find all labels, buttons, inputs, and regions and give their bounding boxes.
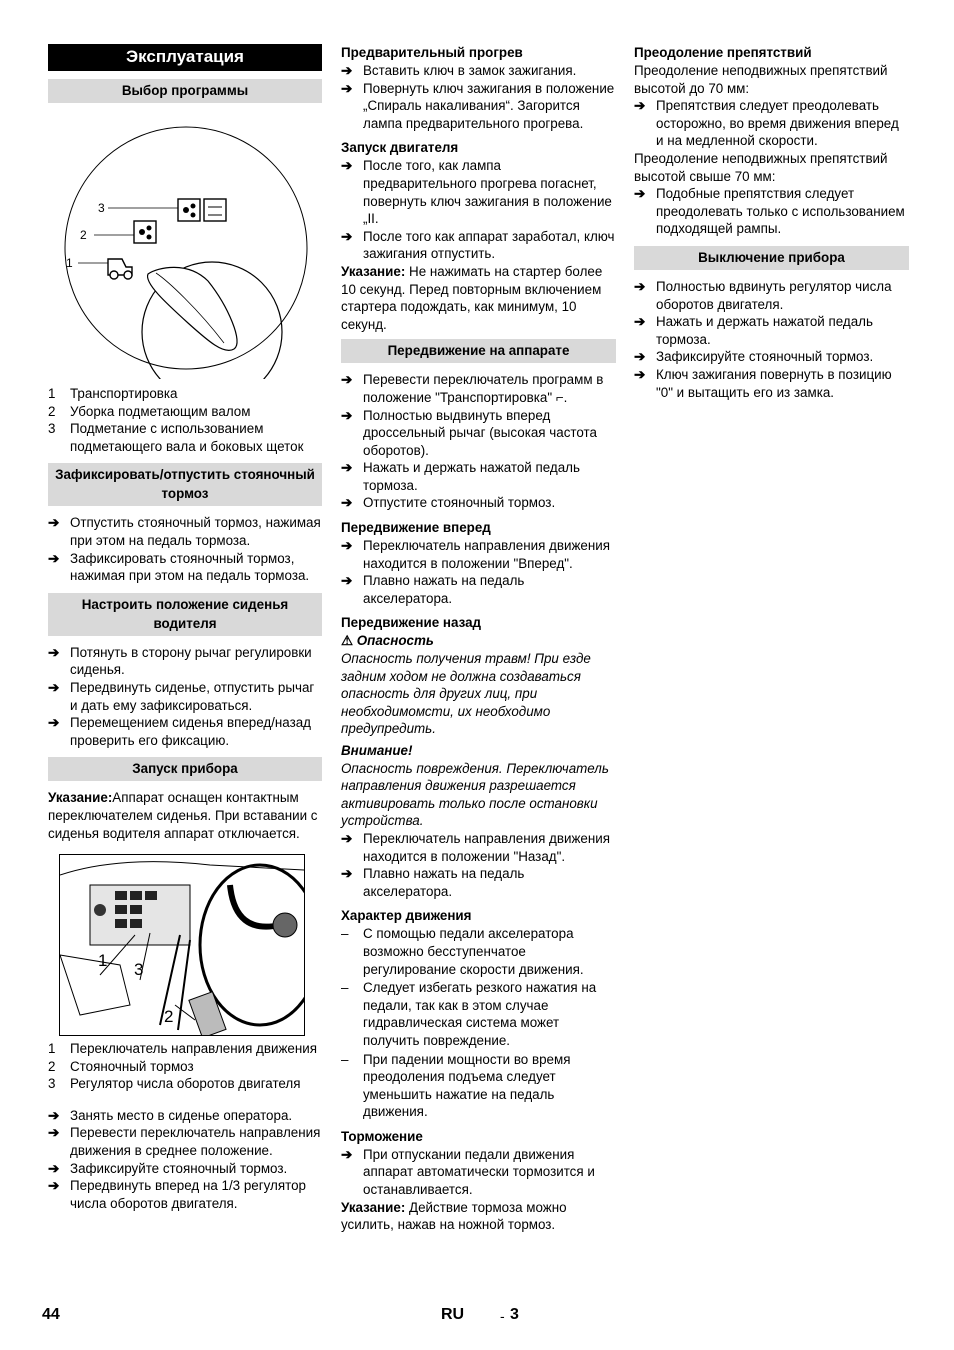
list-item: ➔ Перевести переключатель программ в положение "Транспортировка" ⌐. [341, 372, 604, 405]
arrow-icon: ➔ [48, 644, 60, 660]
list-item: ➔ Занять место в сиденье оператора. [48, 1107, 293, 1123]
side-brush-icon [204, 199, 226, 221]
fig1-label-2: 2 [80, 228, 87, 242]
list-item: ➔ Нажать и держать нажатой педаль тормоза. [634, 314, 873, 347]
list-item: 2 Уборка подметающим валом [48, 403, 251, 419]
arrow-icon: ➔ [634, 366, 646, 382]
arrow-icon: ➔ [341, 866, 353, 882]
list-item: – С помощью педали акселератора возможно бесступенчатое регулирование скорости движения. [341, 926, 584, 977]
arrow-icon: ➔ [48, 715, 60, 731]
section-switch-off: Выключение прибора [634, 246, 909, 270]
list-item: ➔ Передвинуть сиденье, отпустить рычаг и дать ему зафиксироваться. [48, 679, 315, 713]
section-driving: Передвижение на аппарате [341, 339, 616, 363]
list-item: ➔ Переключатель направления движения находится в положении "Вперед". [341, 538, 611, 571]
subheading-preheat: Предварительный прогрев [341, 45, 523, 60]
fig1-label-3: 3 [98, 201, 105, 215]
obstacles-p1: Преодоление неподвижных препятствий высотой до 70 мм: [634, 63, 888, 96]
arrow-icon: ➔ [634, 349, 646, 365]
subheading-engine-start: Запуск двигателя [341, 140, 459, 156]
list-item: ➔ Зафиксируйте стояночный тормоз. [48, 1160, 288, 1176]
arrow-icon: ➔ [341, 573, 353, 589]
arrow-icon: ➔ [48, 1178, 60, 1194]
list-item: ➔ Вставить ключ в замок зажигания. [341, 63, 577, 78]
list-item: ➔ Препятствия следует преодолевать осторожно, во время движения вперед и на медленной скорости. [634, 98, 899, 149]
cockpit-photo [59, 854, 305, 1036]
arrow-icon: ➔ [341, 538, 353, 554]
start-note: Указание:Аппарат оснащен контактным переключателем сиденья. При вставании с сиденья водителя аппарат отключается. [48, 790, 318, 841]
arrow-icon: ➔ [48, 515, 60, 531]
arrow-icon: ➔ [634, 314, 646, 330]
section-start: Запуск прибора [48, 757, 322, 781]
program-dial-illustration [48, 111, 322, 379]
arrow-icon: ➔ [341, 80, 353, 96]
arrow-icon: ➔ [341, 1146, 353, 1162]
program-selector-figure [48, 111, 322, 379]
list-item: ➔ После того, как лампа предварительного прогрева погаснет, повернуть ключ зажигания в положение „II. [341, 158, 612, 227]
list-item: – При падении мощности во время преодоления подъема следует уменьшить нажатие на педаль движения. [341, 1051, 571, 1120]
footer-separator: - [500, 1308, 505, 1324]
list-item: ➔ Полностью выдвинуть вперед дроссельный рычаг (высокая частота оборотов). [341, 407, 597, 458]
cockpit-illustration [60, 855, 304, 1035]
fig1-label-1: 1 [66, 256, 73, 270]
arrow-icon: ➔ [634, 98, 646, 114]
danger-label: ⚠ Опасность [341, 633, 434, 649]
fig2-label-2: 2 [164, 1007, 174, 1027]
caution-label: Внимание! [341, 743, 413, 758]
section-seat-adjust: Настроить положение сиденья водителя [48, 593, 322, 636]
list-item: ➔ Переключатель направления движения находится в положении "Назад". [341, 830, 611, 864]
list-item: ➔ Повернуть ключ зажигания в положение „Спираль накаливания“. Загорится лампа предварительного прогрева. [341, 80, 615, 131]
list-item: 3 Подметание с использованием подметающего вала и боковых щеток [48, 421, 304, 454]
arrow-icon: ➔ [634, 186, 646, 202]
list-item: 3 Регулятор числа оборотов двигателя [48, 1076, 301, 1092]
list-item: ➔ Плавно нажать на педаль акселератора. [341, 866, 525, 899]
list-item: – Следует избегать резкого нажатия на педали, так как в этом случае гидравлическая система может получить повреждение. [341, 980, 597, 1048]
language-code: RU [441, 1306, 465, 1323]
transport-icon [108, 259, 132, 279]
column-3 [634, 44, 909, 401]
list-item: ➔ Перемещением сиденья вперед/назад проверить его фиксацию. [48, 715, 311, 748]
list-item: ➔ Отпустить стояночный тормоз, нажимая при этом на педаль тормоза. [48, 515, 321, 548]
list-item: ➔ Перевести переключатель направления движения в среднее положение. [48, 1125, 321, 1159]
fig2-label-3: 3 [134, 960, 144, 980]
arrow-icon: ➔ [341, 158, 353, 174]
page-number: 44 [42, 1306, 60, 1323]
arrow-icon: ➔ [48, 1107, 60, 1123]
list-item: ➔ Плавно нажать на педаль акселератора. [341, 573, 525, 606]
list-item: ➔ После того как аппарат заработал, ключ зажигания отпустить. [341, 228, 615, 262]
list-item: 2 Стояночный тормоз [48, 1058, 194, 1074]
list-item: ➔ Зафиксируйте стояночный тормоз. [634, 349, 874, 365]
obstacles-p2: Преодоление неподвижных препятствий высотой свыше 70 мм: [634, 150, 888, 184]
warning-triangle-icon: ⚠ [341, 633, 354, 649]
engine-note: Указание: Не нажимать на стартер более 10 секунд. Перед повторным включением стартера подождать, как минимум, 10 секунд. [341, 263, 603, 332]
section-page-number: 3 [510, 1306, 519, 1323]
column-2 [341, 44, 616, 1234]
list-item: ➔ Нажать и держать нажатой педаль тормоза. [341, 460, 580, 493]
list-item: ➔ При отпускании педали движения аппарат автоматически тормозится и останавливается. [341, 1146, 595, 1198]
arrow-icon: ➔ [48, 1160, 60, 1176]
arrow-icon: ➔ [341, 407, 353, 423]
subheading-braking: Торможение [341, 1128, 423, 1144]
subheading-obstacles: Преодоление препятствий [634, 45, 812, 60]
fig2-label-1: 1 [98, 951, 108, 971]
arrow-icon: ➔ [341, 372, 353, 388]
arrow-icon: ➔ [341, 460, 353, 476]
section-program-select: Выбор программы [48, 79, 322, 103]
list-item: ➔ Полностью вдвинуть регулятор числа оборотов двигателя. [634, 278, 892, 312]
list-item: 1 Транспортировка [48, 386, 178, 401]
list-item: ➔ Потянуть в сторону рычаг регулировки сиденья. [48, 644, 312, 678]
column-1 [48, 44, 322, 1212]
list-item: ➔ Зафиксировать стояночный тормоз, нажимая при этом на педаль тормоза. [48, 550, 310, 584]
chapter-title: Эксплуатация [48, 44, 322, 71]
brake-note: Указание: Действие тормоза можно усилить, нажав на ножной тормоз. [341, 1199, 567, 1233]
subheading-drive-behavior: Характер движения [341, 908, 472, 924]
arrow-icon: ➔ [341, 830, 353, 846]
subheading-forward: Передвижение вперед [341, 520, 491, 536]
arrow-icon: ➔ [341, 228, 353, 244]
arrow-icon: ➔ [341, 495, 353, 511]
list-item: 1 Переключатель направления движения [48, 1041, 318, 1057]
arrow-icon: ➔ [48, 1125, 60, 1141]
list-item: ➔ Передвинуть вперед на 1/3 регулятор числа оборотов двигателя. [48, 1178, 306, 1211]
arrow-icon: ➔ [341, 63, 353, 78]
danger-text: Опасность получения травм! При езде задним ходом не должна создаваться опасность для других лиц, при необходимомсти, их необходимо предупредить. [341, 651, 591, 737]
caution-text: Опасность повреждения. Переключатель направления движения разрешается активировать только после остановки устройства. [341, 760, 609, 829]
arrow-icon: ➔ [48, 550, 60, 566]
list-item: ➔ Подобные препятствия следует преодолевать только с использованием подходящей рампы. [634, 186, 905, 237]
arrow-icon: ➔ [634, 278, 646, 294]
arrow-icon: ➔ [48, 679, 60, 695]
list-item: ➔ Отпустите стояночный тормоз. [341, 495, 556, 511]
list-item: ➔ Ключ зажигания повернуть в позицию "0" и вытащить его из замка. [634, 366, 892, 400]
section-parking-brake: Зафиксировать/отпустить стояночный тормоз [48, 463, 322, 506]
subheading-reverse: Передвижение назад [341, 615, 482, 631]
